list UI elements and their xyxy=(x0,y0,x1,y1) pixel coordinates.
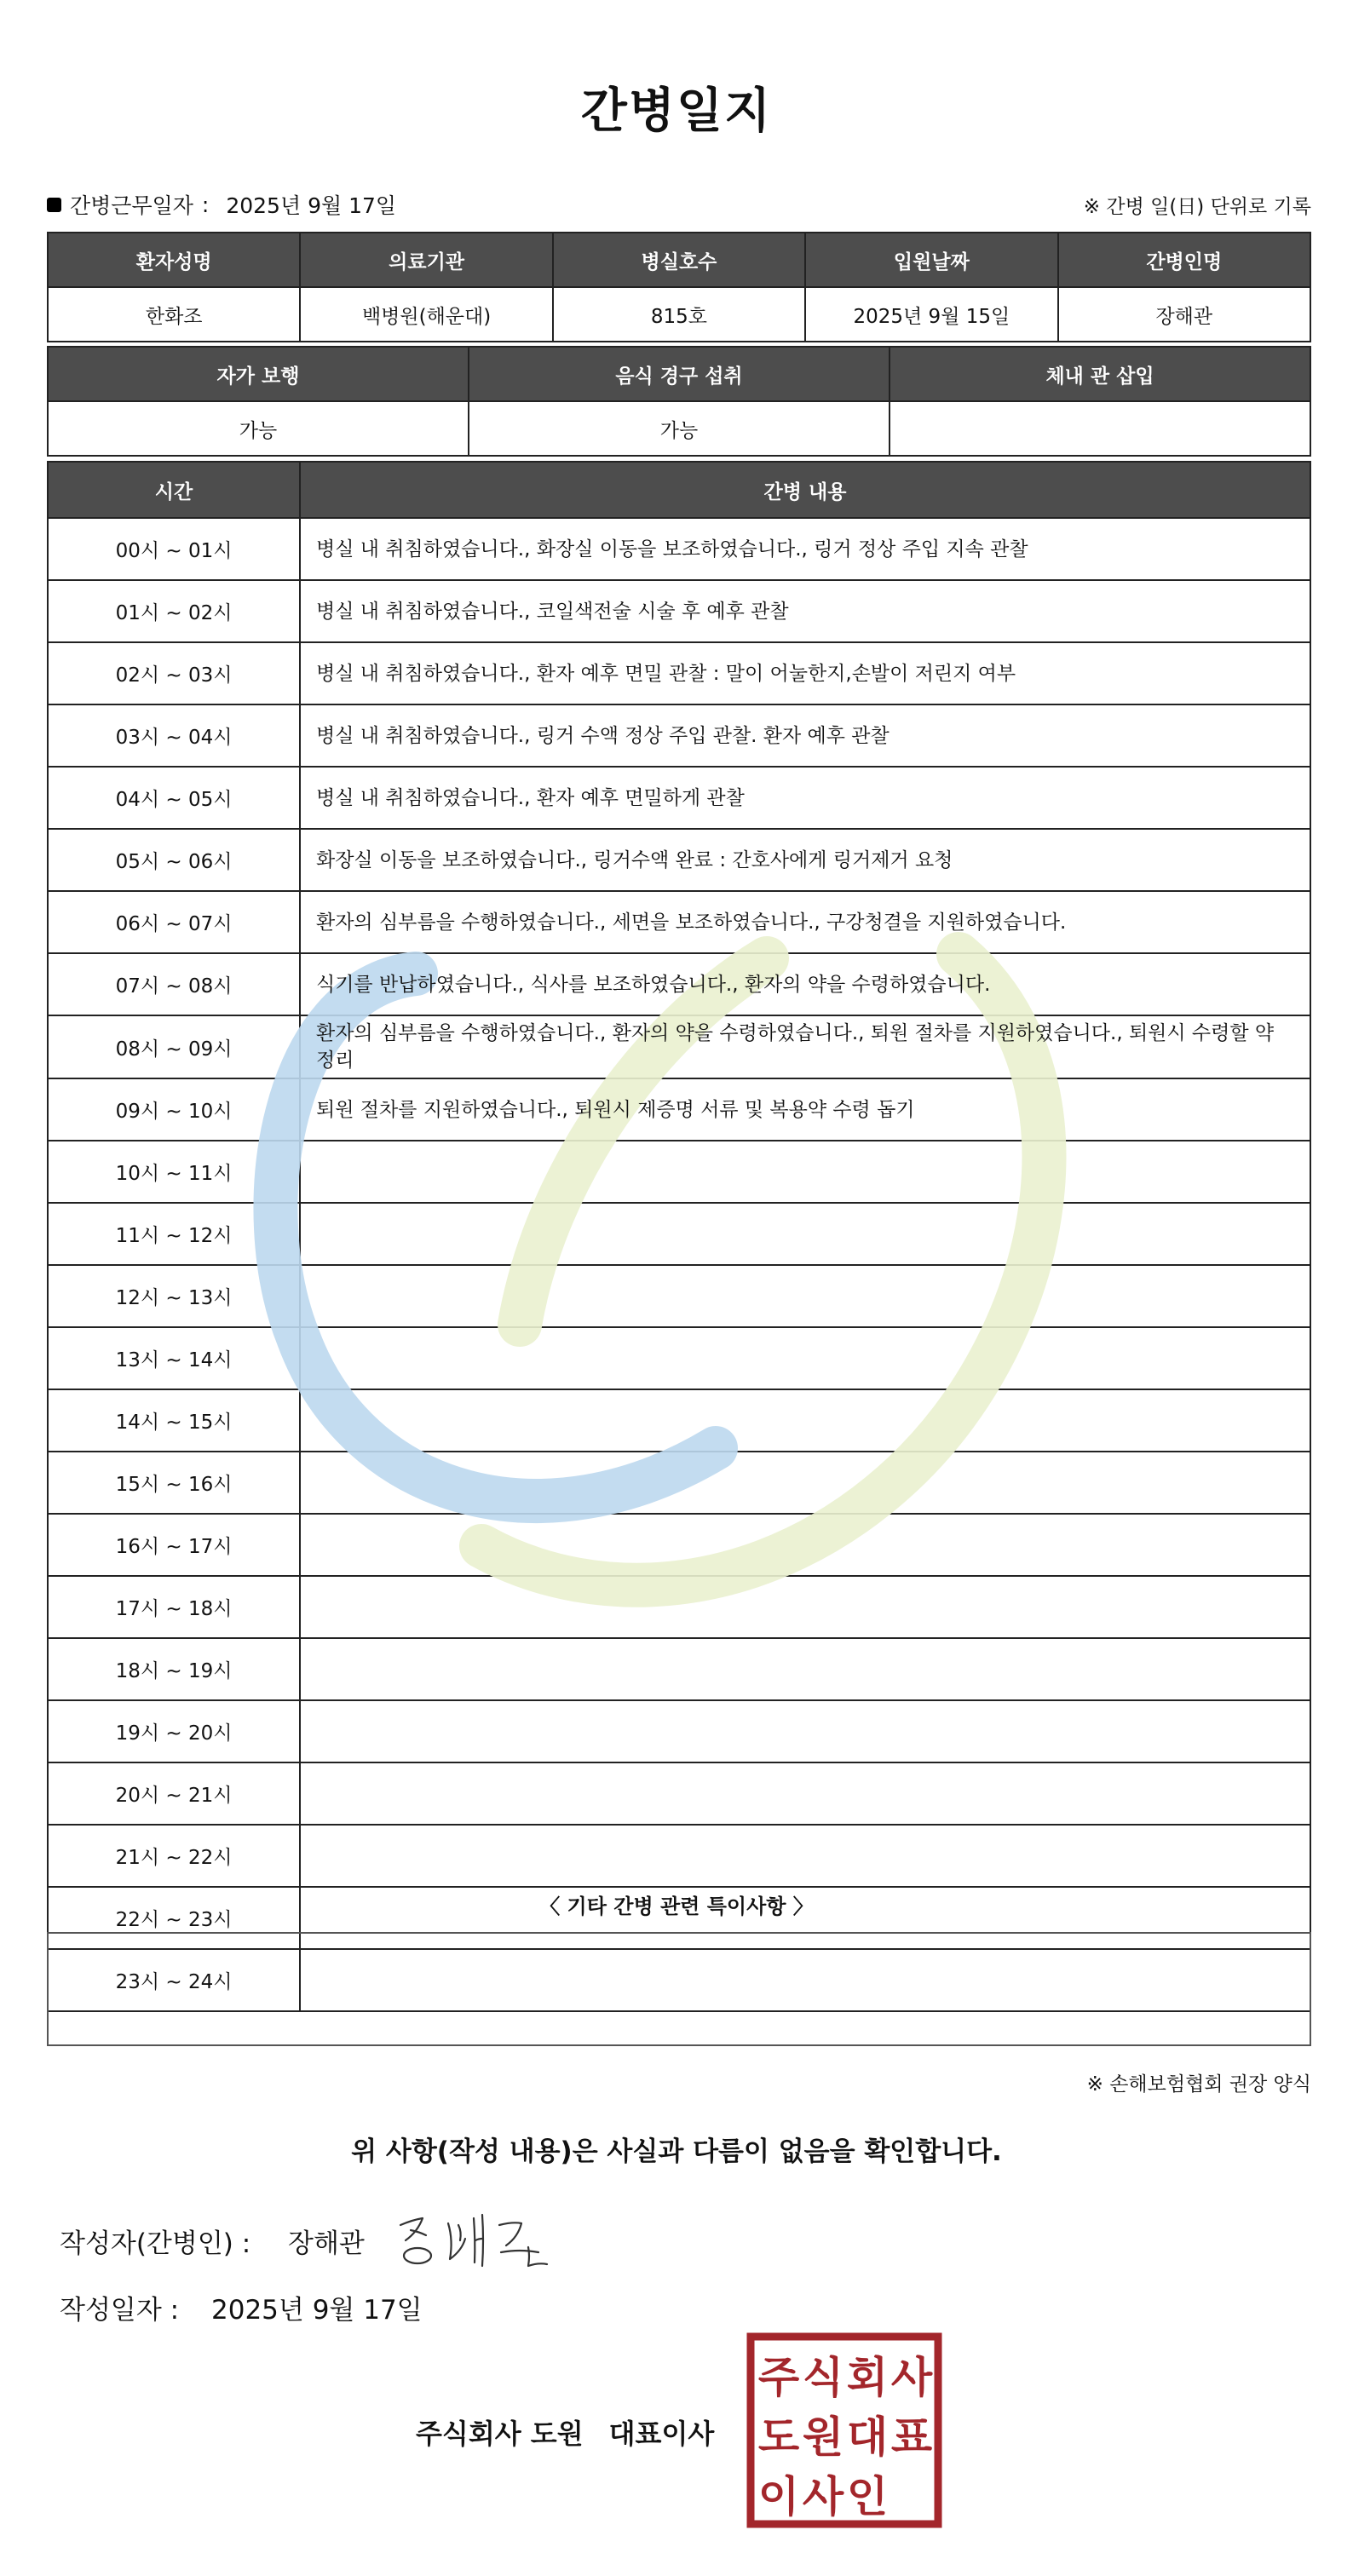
work-date-line xyxy=(47,189,396,220)
care-log-time: 20시 ~ 21시 xyxy=(48,1762,300,1825)
care-log-content xyxy=(300,1700,1310,1762)
company-name: 주식회사 도원 xyxy=(416,2418,584,2450)
care-log-content: 환자의 심부름을 수행하였습니다., 환자의 약을 수령하였습니다., 퇴원 절차를 지원하였습니다., 퇴원시 수령할 약 정리 xyxy=(300,1015,1310,1078)
header-time: 시간 xyxy=(48,462,300,518)
care-log-time: 01시 ~ 02시 xyxy=(48,580,300,642)
care-log-time: 11시 ~ 12시 xyxy=(48,1203,300,1265)
patient-info-table xyxy=(47,232,1311,342)
care-log-content xyxy=(300,1514,1310,1576)
care-log-time: 02시 ~ 03시 xyxy=(48,642,300,704)
care-log-row xyxy=(48,1141,1310,1203)
care-log-time: 09시 ~ 10시 xyxy=(48,1078,300,1141)
care-log-table xyxy=(47,461,1311,2012)
patient-ability-table xyxy=(47,346,1311,457)
care-log-content xyxy=(300,1327,1310,1389)
header-care-content: 간병 내용 xyxy=(300,462,1310,518)
care-log-content: 퇴원 절차를 지원하였습니다., 퇴원시 제증명 서류 및 복용약 수령 돕기 xyxy=(300,1078,1310,1141)
care-log-row xyxy=(48,704,1310,767)
room-number: 815호 xyxy=(553,287,805,342)
care-log-row xyxy=(48,1825,1310,1887)
written-date-value: 2025년 9월 17일 xyxy=(211,2295,423,2326)
page-title: 간병일지 xyxy=(580,83,773,139)
representative-title: 대표이사 xyxy=(608,2418,715,2450)
care-log-content xyxy=(300,1389,1310,1452)
oral-intake-value: 가능 xyxy=(469,401,890,456)
work-date-label: 간병근무일자 xyxy=(70,193,193,218)
care-log-row xyxy=(48,1203,1310,1265)
care-log-header-row xyxy=(48,462,1310,518)
company-seal-stamp xyxy=(746,2332,942,2528)
care-log-content: 병실 내 취침하였습니다., 환자 예후 면밀 관찰 : 말이 어눌한지,손발이 저린지 여부 xyxy=(300,642,1310,704)
patient-info-header-row xyxy=(48,233,1310,287)
remarks-title: 〈 기타 간병 관련 특이사항 〉 xyxy=(539,1895,814,1918)
care-log-row xyxy=(48,1015,1310,1078)
written-date-label: 작성일자 : xyxy=(60,2295,180,2326)
care-log-time: 22시 ~ 23시 xyxy=(48,1887,300,1949)
company-line xyxy=(416,2412,714,2452)
seal-character: 대 xyxy=(846,2412,889,2462)
care-log-time: 08시 ~ 09시 xyxy=(48,1015,300,1078)
caregiver-name: 장해관 xyxy=(1058,287,1310,342)
care-log-content: 병실 내 취침하였습니다., 환자 예후 면밀하게 관찰 xyxy=(300,767,1310,829)
header-self-walking: 자가 보행 xyxy=(48,347,469,401)
care-log-row xyxy=(48,953,1310,1015)
square-bullet-icon xyxy=(47,198,61,212)
header-room-number: 병실호수 xyxy=(553,233,805,287)
care-log-content xyxy=(300,1762,1310,1825)
seal-character: 표 xyxy=(890,2412,933,2462)
written-date-line xyxy=(60,2288,423,2326)
care-log-content xyxy=(300,1576,1310,1638)
seal-character: 주 xyxy=(757,2353,800,2402)
care-log-time: 05시 ~ 06시 xyxy=(48,829,300,891)
care-log-time: 17시 ~ 18시 xyxy=(48,1576,300,1638)
care-log-time: 07시 ~ 08시 xyxy=(48,953,300,1015)
care-log-time: 16시 ~ 17시 xyxy=(48,1514,300,1576)
patient-name: 한화조 xyxy=(48,287,300,342)
care-log-content: 병실 내 취침하였습니다., 코일색전술 시술 후 예후 관찰 xyxy=(300,580,1310,642)
header-oral-intake: 음식 경구 섭취 xyxy=(469,347,890,401)
ability-header-row xyxy=(48,347,1310,401)
header-caregiver-name: 간병인명 xyxy=(1058,233,1310,287)
care-log-time: 19시 ~ 20시 xyxy=(48,1700,300,1762)
care-log-time: 04시 ~ 05시 xyxy=(48,767,300,829)
writer-line xyxy=(60,2222,365,2260)
work-date-value: 2025년 9월 17일 xyxy=(226,193,397,218)
care-log-row xyxy=(48,891,1310,953)
care-log-body xyxy=(48,518,1310,2011)
care-log-time: 23시 ~ 24시 xyxy=(48,1949,300,2011)
care-log-content xyxy=(300,1141,1310,1203)
care-log-time: 00시 ~ 01시 xyxy=(48,518,300,580)
daily-record-note: ※ 간병 일(日) 단위로 기록 xyxy=(1083,196,1311,218)
care-log-content: 환자의 심부름을 수행하였습니다., 세면을 보조하였습니다., 구강청결을 지원하였습니다. xyxy=(300,891,1310,953)
seal-character: 원 xyxy=(802,2412,844,2462)
writer-label: 작성자(간병인) : xyxy=(60,2228,251,2259)
confirmation-statement: 위 사항(작성 내용)은 사실과 다름이 없음을 확인합니다. xyxy=(351,2136,1002,2167)
hospital: 백병원(해운대) xyxy=(300,287,552,342)
care-log-time: 10시 ~ 11시 xyxy=(48,1141,300,1203)
care-log-row xyxy=(48,1078,1310,1141)
care-log-row xyxy=(48,1327,1310,1389)
care-log-time: 21시 ~ 22시 xyxy=(48,1825,300,1887)
seal-character: 인 xyxy=(846,2472,889,2521)
care-log-row xyxy=(48,1265,1310,1327)
care-log-content: 병실 내 취침하였습니다., 화장실 이동을 보조하였습니다., 링거 정상 주입 지속 관찰 xyxy=(300,518,1310,580)
seal-character: 사 xyxy=(802,2472,844,2521)
care-log-row xyxy=(48,1452,1310,1514)
care-log-time: 14시 ~ 15시 xyxy=(48,1389,300,1452)
header-patient-name: 환자성명 xyxy=(48,233,300,287)
care-log-content xyxy=(300,1452,1310,1514)
care-log-content xyxy=(300,1825,1310,1887)
care-log-row xyxy=(48,642,1310,704)
care-log-row xyxy=(48,1576,1310,1638)
care-log-row xyxy=(48,1514,1310,1576)
care-log-row xyxy=(48,1638,1310,1700)
care-log-content xyxy=(300,1887,1310,1949)
patient-info-value-row xyxy=(48,287,1310,342)
admission-date: 2025년 9월 15일 xyxy=(805,287,1057,342)
care-log-row xyxy=(48,1389,1310,1452)
care-log-content xyxy=(300,1203,1310,1265)
ability-value-row xyxy=(48,401,1310,456)
care-log-row xyxy=(48,1762,1310,1825)
seal-character: 도 xyxy=(757,2412,800,2462)
header-tube-insertion: 체내 관 삽입 xyxy=(890,347,1310,401)
care-log-content xyxy=(300,1638,1310,1700)
care-log-time: 06시 ~ 07시 xyxy=(48,891,300,953)
care-log-time: 18시 ~ 19시 xyxy=(48,1638,300,1700)
care-log-row xyxy=(48,518,1310,580)
header-admission-date: 입원날짜 xyxy=(805,233,1057,287)
care-log-row xyxy=(48,767,1310,829)
care-log-content: 병실 내 취침하였습니다., 링거 수액 정상 주입 관찰. 환자 예후 관찰 xyxy=(300,704,1310,767)
seal-character: 식 xyxy=(802,2353,844,2402)
care-log-row xyxy=(48,580,1310,642)
seal-character: 사 xyxy=(890,2353,933,2402)
care-log-content: 화장실 이동을 보조하였습니다., 링거수액 완료 : 간호사에게 링거제거 요청 xyxy=(300,829,1310,891)
care-log-time: 13시 ~ 14시 xyxy=(48,1327,300,1389)
association-note: ※ 손해보험협회 권장 양식 xyxy=(1086,2073,1311,2096)
seal-character: 이 xyxy=(757,2472,800,2521)
care-log-row xyxy=(48,829,1310,891)
handwritten-signature xyxy=(394,2206,556,2274)
seal-character: 회 xyxy=(846,2353,889,2402)
care-log-time: 12시 ~ 13시 xyxy=(48,1265,300,1327)
care-log-content: 식기를 반납하였습니다., 식사를 보조하였습니다., 환자의 약을 수령하였습니다. xyxy=(300,953,1310,1015)
care-log-content xyxy=(300,1265,1310,1327)
header-hospital: 의료기관 xyxy=(300,233,552,287)
work-date-separator: : xyxy=(201,192,210,217)
care-log-content xyxy=(300,1949,1310,2011)
seal-characters xyxy=(758,2353,933,2521)
writer-name: 장해관 xyxy=(288,2228,365,2259)
care-log-row xyxy=(48,1700,1310,1762)
self-walking-value: 가능 xyxy=(48,401,469,456)
care-log-time: 15시 ~ 16시 xyxy=(48,1452,300,1514)
tube-insertion-value xyxy=(890,401,1310,456)
care-log-time: 03시 ~ 04시 xyxy=(48,704,300,767)
